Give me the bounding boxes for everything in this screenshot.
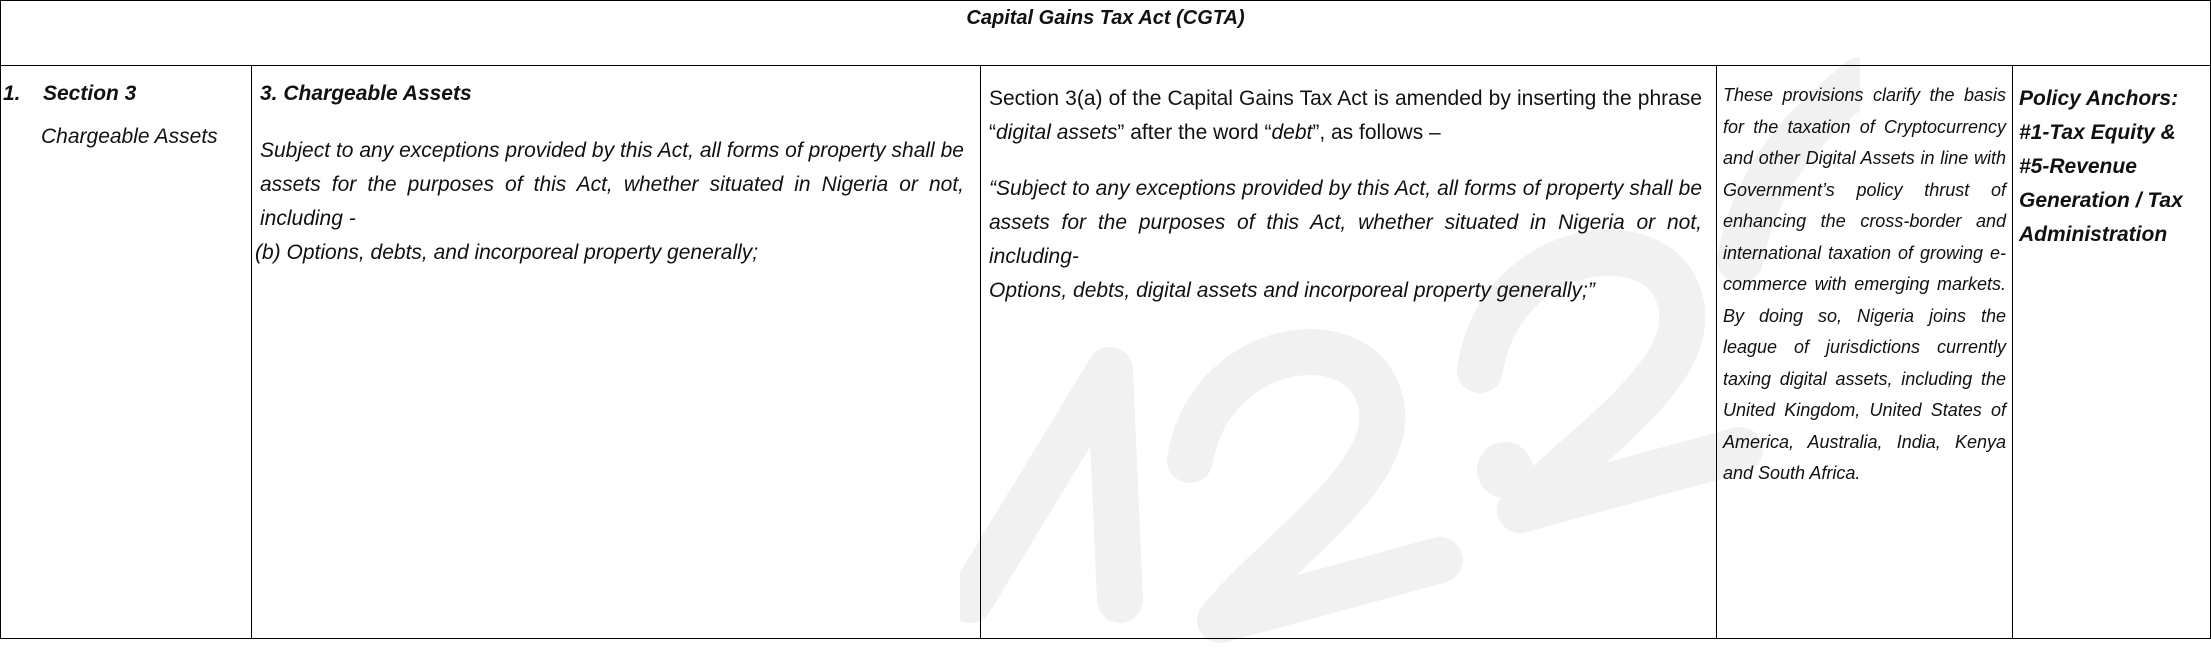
rationale-cell bbox=[1717, 66, 2013, 639]
section-cell bbox=[1, 66, 252, 639]
policy-anchors-text: Policy Anchors: #1-Tax Equity & #5-Revenue Generation / Tax Administration bbox=[2019, 87, 2183, 246]
header-row bbox=[1, 1, 2211, 66]
section-subtitle: Chargeable Assets bbox=[41, 125, 218, 148]
intro-term-digital-assets: digital assets bbox=[996, 121, 1118, 144]
existing-heading: 3. Chargeable Assets bbox=[260, 82, 472, 105]
header-cell bbox=[1, 1, 2211, 66]
section-number: 1. bbox=[3, 82, 21, 105]
existing-item: (b) Options, debts, and incorporeal property generally; bbox=[255, 241, 759, 264]
proposed-amendment-cell bbox=[981, 66, 1717, 639]
section-label: Section 3 bbox=[43, 82, 137, 105]
section-heading bbox=[1, 82, 243, 106]
intro-text-3: ”, as follows – bbox=[1312, 121, 1441, 144]
amendment-intro bbox=[989, 82, 1702, 150]
act-title: Capital Gains Tax Act (CGTA) bbox=[966, 7, 1245, 29]
existing-body: Subject to any exceptions provided by this Act, all forms of property shall be assets for the purposes of this Act, whether situated in Nigeria or not, including - bbox=[260, 139, 964, 230]
intro-term-debt: debt bbox=[1271, 121, 1313, 144]
amendment-quote: “Subject to any exceptions provided by this Act, all forms of property shall be assets for the purposes of this Act, whether situated in Nigeria or not, including- bbox=[989, 177, 1702, 268]
rationale-text: These provisions clarify the basis for the taxation of Cryptocurrency and other Digital Assets in line with Government’s policy thrust of enhancing the cross-border and international taxation of growing e-commerce with emerging markets. By doing so, Nigeria joins the league of jurisdictions currently taxing digital assets, including the United Kingdom, United States of America, Australia, India, Kenya and South Africa. bbox=[1723, 85, 2006, 483]
amendment-quote-item: Options, debts, digital assets and incorporeal property generally;” bbox=[989, 279, 1595, 302]
existing-provision-cell bbox=[252, 66, 981, 639]
policy-anchors-cell bbox=[2013, 66, 2211, 639]
table-row bbox=[1, 66, 2211, 639]
intro-text-1: Section 3(a) of the Capital Gains Tax Act is amended by inserting the phrase “ bbox=[989, 87, 1702, 144]
intro-text-2: ” after the word “ bbox=[1117, 121, 1272, 144]
